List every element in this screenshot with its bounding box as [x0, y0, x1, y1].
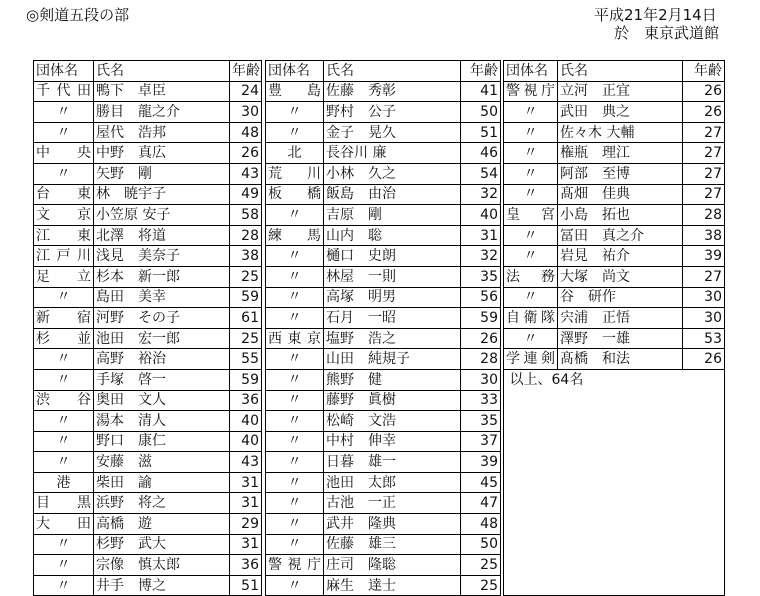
name-cell: 高塚 明男 [324, 287, 461, 308]
table-row [504, 81, 725, 102]
group-cell: 〃 [266, 534, 324, 555]
age-cell: 31 [230, 534, 262, 555]
table-row [266, 493, 501, 514]
age-cell: 35 [461, 411, 501, 432]
name-cell: 河野 その子 [94, 308, 230, 329]
age-cell: 61 [230, 308, 262, 329]
age-cell: 35 [461, 266, 501, 287]
age-cell: 28 [461, 349, 501, 370]
age-cell: 40 [230, 411, 262, 432]
header-group: 団体名 [34, 61, 94, 82]
name-cell: 中村 伸幸 [324, 431, 461, 452]
group-cell: 〃 [34, 431, 94, 452]
age-cell: 49 [230, 184, 262, 205]
table-row [266, 431, 501, 452]
age-cell: 51 [461, 122, 501, 143]
age-cell: 50 [461, 102, 501, 123]
header-age: 年齢 [461, 61, 501, 82]
name-cell: 武田 典之 [558, 102, 683, 123]
group-cell: 荒 川 [266, 163, 324, 184]
header-age: 年齢 [683, 61, 725, 82]
age-cell: 38 [683, 225, 725, 246]
group-cell: 〃 [266, 308, 324, 329]
table-row [266, 472, 501, 493]
age-cell: 31 [461, 225, 501, 246]
age-cell: 48 [230, 122, 262, 143]
name-cell: 高橋 遊 [94, 514, 230, 535]
age-cell: 26 [683, 81, 725, 102]
group-cell: 〃 [266, 102, 324, 123]
name-cell: 長谷川 廉 [324, 143, 461, 164]
age-cell: 43 [230, 163, 262, 184]
group-cell: 〃 [266, 452, 324, 473]
group-cell: 〃 [504, 184, 558, 205]
age-cell: 39 [683, 246, 725, 267]
summary-text: 以上、64名 [509, 371, 584, 388]
name-cell: 宍浦 正悟 [558, 308, 683, 329]
table-row [504, 287, 725, 308]
table-row [266, 287, 501, 308]
header-name: 氏名 [94, 61, 230, 82]
age-cell: 36 [230, 555, 262, 576]
group-cell: 〃 [504, 122, 558, 143]
table-row [34, 493, 262, 514]
group-cell: 板 橋 [266, 184, 324, 205]
name-cell: 石月 一昭 [324, 308, 461, 329]
name-cell: 麻生 達士 [324, 575, 461, 596]
name-cell: 藤野 眞樹 [324, 390, 461, 411]
group-cell: 〃 [504, 225, 558, 246]
group-cell: 警視庁 [504, 81, 558, 102]
table-row [266, 246, 501, 267]
table-row [34, 81, 262, 102]
table-row [266, 555, 501, 576]
age-cell: 55 [230, 349, 262, 370]
name-cell: 冨田 真之介 [558, 225, 683, 246]
table-row [266, 184, 501, 205]
group-cell: 江 東 [34, 225, 94, 246]
age-cell: 59 [230, 369, 262, 390]
table-row [266, 225, 501, 246]
group-cell: 自衛隊 [504, 308, 558, 329]
name-cell: 奥田 文人 [94, 390, 230, 411]
table-row [504, 225, 725, 246]
age-cell: 56 [461, 287, 501, 308]
age-cell: 38 [230, 246, 262, 267]
table-row [504, 143, 725, 164]
age-cell: 31 [230, 493, 262, 514]
name-cell: 佐々木 大輔 [558, 122, 683, 143]
age-cell: 25 [230, 266, 262, 287]
group-cell: 中 央 [34, 143, 94, 164]
name-cell: 中野 真広 [94, 143, 230, 164]
table-row [34, 184, 262, 205]
group-cell: 〃 [34, 287, 94, 308]
table-header-row [504, 61, 725, 82]
group-cell: 〃 [266, 122, 324, 143]
page-title: ◎剣道五段の部 [26, 6, 130, 24]
group-cell: 目 黒 [34, 493, 94, 514]
name-cell: 浜野 将之 [94, 493, 230, 514]
name-cell: 髙畑 佳典 [558, 184, 683, 205]
group-cell: 〃 [34, 575, 94, 596]
table-row [34, 246, 262, 267]
name-cell: 山田 純規子 [324, 349, 461, 370]
table-row [266, 369, 501, 390]
table-row [34, 225, 262, 246]
table-row [266, 534, 501, 555]
group-cell: 千代田 [34, 81, 94, 102]
name-cell: 野口 康仁 [94, 431, 230, 452]
table-row [34, 349, 262, 370]
table-row [266, 328, 501, 349]
age-cell: 59 [461, 308, 501, 329]
group-cell: 〃 [504, 287, 558, 308]
name-cell: 塩野 浩之 [324, 328, 461, 349]
name-cell: 勝目 龍之介 [94, 102, 230, 123]
name-cell: 井手 博之 [94, 575, 230, 596]
table-row [34, 287, 262, 308]
table-row [504, 266, 725, 287]
table-row [34, 163, 262, 184]
age-cell: 58 [230, 205, 262, 226]
age-cell: 45 [461, 472, 501, 493]
group-cell: 大 田 [34, 514, 94, 535]
group-cell: 練 馬 [266, 225, 324, 246]
name-cell: 古池 一正 [324, 493, 461, 514]
age-cell: 25 [230, 328, 262, 349]
age-cell: 28 [230, 225, 262, 246]
table-header-row [34, 61, 262, 82]
table-row [266, 122, 501, 143]
group-cell: 〃 [266, 369, 324, 390]
event-venue: 於 東京武道館 [614, 24, 720, 42]
table-row [504, 246, 725, 267]
group-cell: 〃 [34, 369, 94, 390]
group-cell: 豊 島 [266, 81, 324, 102]
name-cell: 山内 聡 [324, 225, 461, 246]
group-cell: 〃 [504, 328, 558, 349]
group-cell: 法 務 [504, 266, 558, 287]
age-cell: 26 [461, 328, 501, 349]
table-row [34, 266, 262, 287]
group-cell: 〃 [504, 163, 558, 184]
table-row [34, 102, 262, 123]
group-cell: 〃 [34, 102, 94, 123]
name-cell: 島田 美幸 [94, 287, 230, 308]
table-row [34, 369, 262, 390]
group-cell: 新 宿 [34, 308, 94, 329]
age-cell: 29 [230, 514, 262, 535]
age-cell: 32 [461, 246, 501, 267]
name-cell: 林屋 一則 [324, 266, 461, 287]
name-cell: 北澤 将道 [94, 225, 230, 246]
name-cell: 安藤 滋 [94, 452, 230, 473]
age-cell: 24 [230, 81, 262, 102]
table-row [504, 205, 725, 226]
table-row [34, 143, 262, 164]
age-cell: 48 [461, 514, 501, 535]
event-date: 平成21年2月14日 [594, 6, 717, 24]
age-cell: 26 [683, 102, 725, 123]
header-age: 年齢 [230, 61, 262, 82]
name-cell: 佐藤 雄三 [324, 534, 461, 555]
group-cell: 〃 [266, 411, 324, 432]
name-cell: 熊野 健 [324, 369, 461, 390]
age-cell: 36 [230, 390, 262, 411]
name-cell: 浅見 美奈子 [94, 246, 230, 267]
table-row [34, 514, 262, 535]
table-row [34, 452, 262, 473]
age-cell: 40 [461, 205, 501, 226]
header-group: 団体名 [504, 61, 558, 82]
age-cell: 30 [461, 369, 501, 390]
name-cell: 澤野 一雄 [558, 328, 683, 349]
roster-table-3 [503, 60, 725, 390]
age-cell: 54 [461, 163, 501, 184]
name-cell: 日暮 雄一 [324, 452, 461, 473]
group-cell: 〃 [266, 514, 324, 535]
age-cell: 30 [230, 102, 262, 123]
age-cell: 51 [230, 575, 262, 596]
age-cell: 26 [230, 143, 262, 164]
table-row [34, 328, 262, 349]
table-row [34, 390, 262, 411]
table-row [34, 431, 262, 452]
age-cell: 25 [461, 555, 501, 576]
group-cell: 文 京 [34, 205, 94, 226]
table-row [34, 534, 262, 555]
age-cell: 50 [461, 534, 501, 555]
group-cell: 皇 宮 [504, 205, 558, 226]
name-cell: 立河 正宜 [558, 81, 683, 102]
table-row [34, 122, 262, 143]
name-cell: 宗像 慎太郎 [94, 555, 230, 576]
table-row [266, 163, 501, 184]
age-cell: 43 [230, 452, 262, 473]
header-group: 団体名 [266, 61, 324, 82]
name-cell: 高野 裕治 [94, 349, 230, 370]
group-cell: 〃 [266, 349, 324, 370]
age-cell: 30 [683, 308, 725, 329]
table-row [266, 514, 501, 535]
group-cell: 西東京 [266, 328, 324, 349]
name-cell: 吉原 剛 [324, 205, 461, 226]
group-cell: 〃 [266, 575, 324, 596]
group-cell: 渋 谷 [34, 390, 94, 411]
group-cell: 〃 [504, 102, 558, 123]
age-cell: 27 [683, 122, 725, 143]
name-cell: 野村 公子 [324, 102, 461, 123]
group-cell: 北 [266, 143, 324, 164]
group-cell: 江戸川 [34, 246, 94, 267]
name-cell: 庄司 隆聡 [324, 555, 461, 576]
group-cell: 〃 [504, 246, 558, 267]
age-cell: 59 [230, 287, 262, 308]
group-cell: 〃 [34, 163, 94, 184]
table-row [504, 349, 725, 370]
age-cell: 37 [461, 431, 501, 452]
group-cell: 〃 [266, 246, 324, 267]
table-row [504, 102, 725, 123]
table-row [34, 555, 262, 576]
name-cell: 池田 宏一郎 [94, 328, 230, 349]
group-cell: 杉 並 [34, 328, 94, 349]
name-cell: 小島 拓也 [558, 205, 683, 226]
group-cell: 〃 [34, 411, 94, 432]
roster-table-1 [33, 60, 262, 596]
name-cell: 阿部 至博 [558, 163, 683, 184]
age-cell: 30 [683, 287, 725, 308]
table-row [34, 411, 262, 432]
table-row [34, 205, 262, 226]
table-row [266, 266, 501, 287]
roster-table-2 [265, 60, 501, 596]
group-cell: 港 [34, 472, 94, 493]
table-row [34, 575, 262, 596]
group-cell: 〃 [34, 452, 94, 473]
age-cell: 27 [683, 184, 725, 205]
table-row [266, 575, 501, 596]
name-cell: 手塚 啓一 [94, 369, 230, 390]
group-cell: 台 東 [34, 184, 94, 205]
table-row [266, 308, 501, 329]
name-cell: 佐藤 秀彰 [324, 81, 461, 102]
name-cell: 松崎 文浩 [324, 411, 461, 432]
group-cell: 〃 [34, 122, 94, 143]
name-cell: 池田 太郎 [324, 472, 461, 493]
age-cell: 39 [461, 452, 501, 473]
name-cell: 杉野 武大 [94, 534, 230, 555]
name-cell: 髙橋 和法 [558, 349, 683, 370]
group-cell: 〃 [266, 472, 324, 493]
table-row [266, 102, 501, 123]
table-row [266, 143, 501, 164]
age-cell: 26 [683, 349, 725, 370]
group-cell: 〃 [34, 555, 94, 576]
name-cell: 小笠原 安子 [94, 205, 230, 226]
name-cell: 小林 久之 [324, 163, 461, 184]
table-row [34, 472, 262, 493]
name-cell: 飯島 由治 [324, 184, 461, 205]
name-cell: 林 暁宇子 [94, 184, 230, 205]
name-cell: 金子 晃久 [324, 122, 461, 143]
age-cell: 33 [461, 390, 501, 411]
age-cell: 31 [230, 472, 262, 493]
table-row [34, 308, 262, 329]
group-cell: 〃 [266, 390, 324, 411]
group-cell: 〃 [266, 266, 324, 287]
table-row [504, 184, 725, 205]
table-row [266, 205, 501, 226]
group-cell: 足 立 [34, 266, 94, 287]
age-cell: 27 [683, 266, 725, 287]
group-cell: 〃 [34, 349, 94, 370]
table-row [266, 349, 501, 370]
age-cell: 41 [461, 81, 501, 102]
name-cell: 杉本 新一郎 [94, 266, 230, 287]
header-name: 氏名 [324, 61, 461, 82]
name-cell: 谷 研作 [558, 287, 683, 308]
table-header-row [266, 61, 501, 82]
age-cell: 27 [683, 143, 725, 164]
group-cell: 学連剣 [504, 349, 558, 370]
age-cell: 40 [230, 431, 262, 452]
name-cell: 柴田 諭 [94, 472, 230, 493]
age-cell: 32 [461, 184, 501, 205]
age-cell: 28 [683, 205, 725, 226]
age-cell: 46 [461, 143, 501, 164]
group-cell: 〃 [266, 287, 324, 308]
name-cell: 矢野 剛 [94, 163, 230, 184]
group-cell: 〃 [504, 143, 558, 164]
age-cell: 53 [683, 328, 725, 349]
name-cell: 屋代 浩邦 [94, 122, 230, 143]
group-cell: 〃 [266, 493, 324, 514]
table-row [266, 390, 501, 411]
name-cell: 樋口 史朗 [324, 246, 461, 267]
name-cell: 権瓶 理江 [558, 143, 683, 164]
header-name: 氏名 [558, 61, 683, 82]
age-cell: 25 [461, 575, 501, 596]
age-cell: 27 [683, 163, 725, 184]
group-cell: 〃 [34, 534, 94, 555]
table-row [504, 122, 725, 143]
table-row [504, 163, 725, 184]
table-row [504, 328, 725, 349]
name-cell: 湯本 清人 [94, 411, 230, 432]
age-cell: 47 [461, 493, 501, 514]
name-cell: 岩見 祐介 [558, 246, 683, 267]
table-row [266, 81, 501, 102]
table-row [504, 308, 725, 329]
name-cell: 鴨下 卓臣 [94, 81, 230, 102]
table-row [266, 452, 501, 473]
empty-area [503, 369, 725, 596]
group-cell: 〃 [266, 205, 324, 226]
table-row [266, 411, 501, 432]
group-cell: 警視庁 [266, 555, 324, 576]
name-cell: 武井 隆典 [324, 514, 461, 535]
group-cell: 〃 [266, 431, 324, 452]
name-cell: 大塚 尚文 [558, 266, 683, 287]
